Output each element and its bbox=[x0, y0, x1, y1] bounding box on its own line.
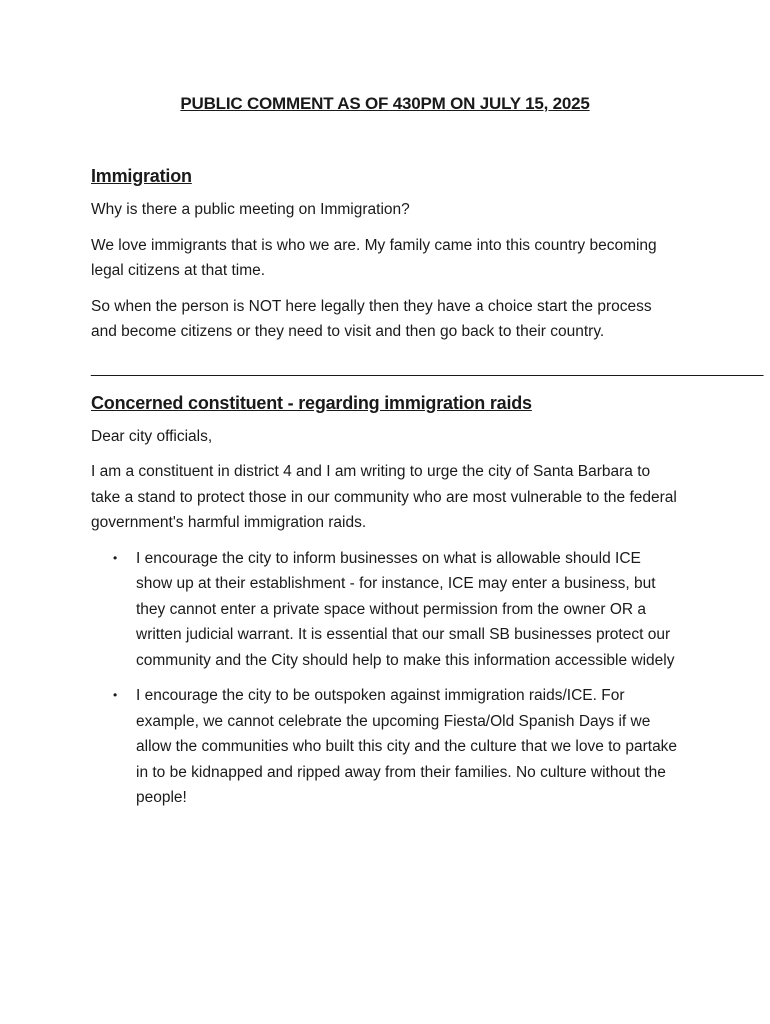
list-item-text: I encourage the city to be outspoken against immigration raids/ICE. For example, we cannot celebrate the upcoming Fiesta/Old Spanish Days if we allow the communities who built this city and the culture that we love to partake in to be kidnapped and ripped away from their families. No culture without the people! bbox=[136, 687, 678, 806]
paragraph: Why is there a public meeting on Immigration? bbox=[91, 201, 410, 218]
paragraph: I am a constituent in district 4 and I am writing to urge the city of Santa Barbara to take a stand to protect those in our community who are most vulnerable to the federal government's harmful immigration raids. bbox=[91, 463, 677, 531]
section-heading-concerned-constituent: Concerned constituent - regarding immigration raids bbox=[91, 392, 532, 413]
paragraph: We love immigrants that is who we are. My family came into this country becoming legal citizens at that time. bbox=[91, 236, 657, 279]
document-title: PUBLIC COMMENT AS OF 430PM ON JULY 15, 2025 bbox=[180, 94, 590, 113]
bullet-list bbox=[91, 546, 681, 811]
list-item bbox=[113, 546, 681, 674]
document-body bbox=[91, 166, 764, 821]
section-heading-immigration: Immigration bbox=[91, 166, 192, 186]
list-item-text: I encourage the city to inform businesses on what is allowable should ICE show up at their establishment - for instance, ICE may enter a business, but they cannot enter a private space without permission from the owner OR a written judicial warrant. It is essential that our small SB businesses protect our community and the City should help to make this information accessible widely bbox=[136, 549, 675, 669]
bullet-icon: • bbox=[113, 688, 118, 702]
paragraph: Dear city officials, bbox=[91, 427, 213, 445]
bullet-icon: • bbox=[113, 550, 118, 565]
paragraph: So when the person is NOT here legally then they have a choice start the process and become citizens or they need to visit and then go back to their country. bbox=[91, 297, 652, 340]
list-item bbox=[113, 683, 681, 811]
section-divider: ______________________________________________________________________________ bbox=[91, 359, 764, 377]
